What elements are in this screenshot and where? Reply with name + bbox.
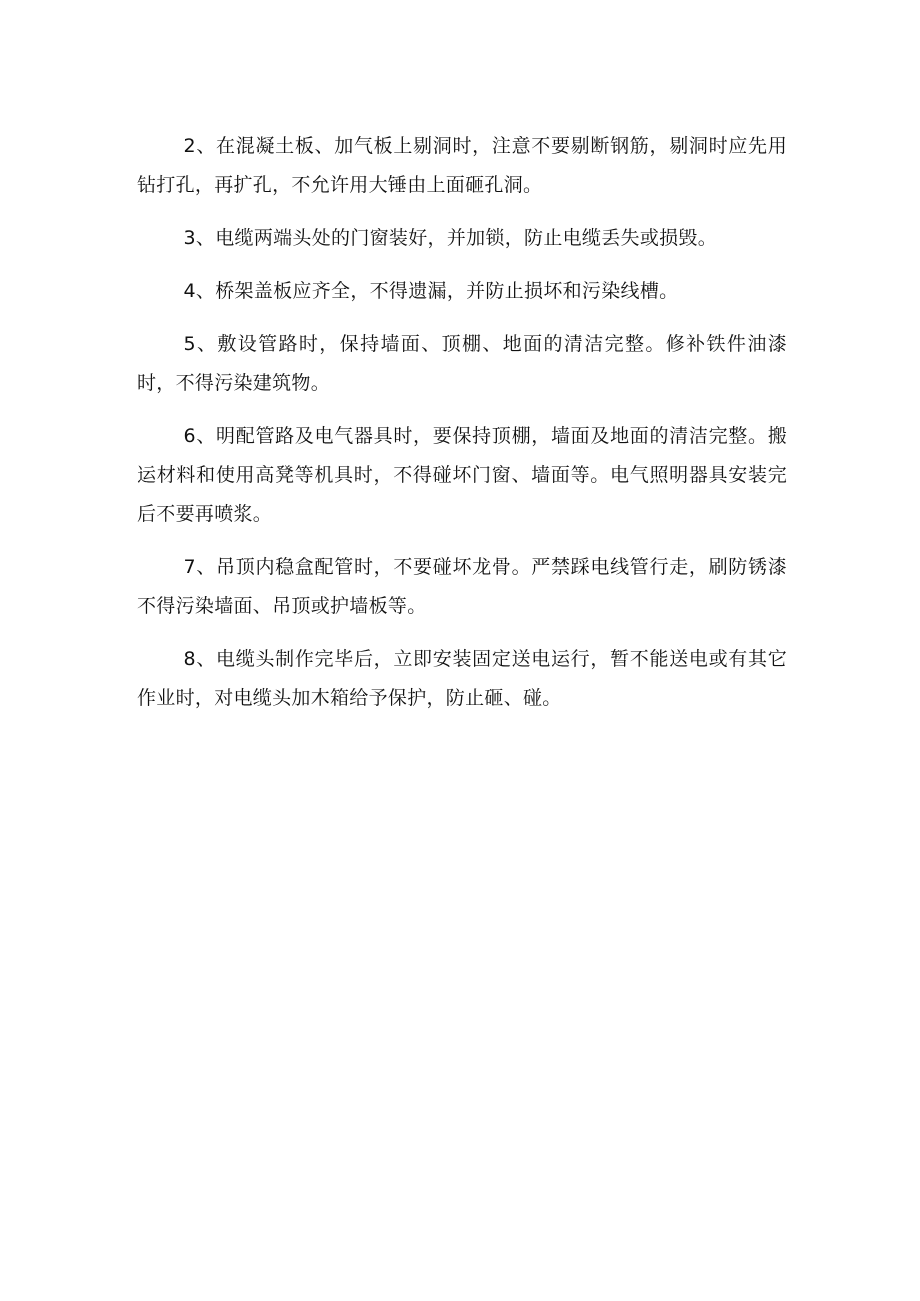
document-body xyxy=(137,127,787,732)
paragraph-item-4: 4、桥架盖板应齐全，不得遗漏，并防止损坏和污染线槽。 xyxy=(183,280,679,302)
paragraph-item-3: 3、电缆两端头处的门窗装好，并加锁，防止电缆丢失或损毁。 xyxy=(183,227,718,249)
paragraph-item-8: 8、电缆头制作完毕后，立即安装固定送电运行，暂不能送电或有其它作业时，对电缆头加木箱给予保护，防止砸、碰。 xyxy=(137,648,787,709)
paragraph-item-5: 5、敷设管路时，保持墙面、顶棚、地面的清洁完整。修补铁件油漆时，不得污染建筑物。 xyxy=(137,333,787,394)
paragraph-item-2: 2、在混凝土板、加气板上剔洞时，注意不要剔断钢筋，剔洞时应先用钻打孔，再扩孔，不允许用大锤由上面砸孔洞。 xyxy=(137,135,787,196)
paragraph-item-7: 7、吊顶内稳盒配管时，不要碰坏龙骨。严禁踩电线管行走，刷防锈漆不得污染墙面、吊顶或护墙板等。 xyxy=(137,556,787,617)
paragraph-item-6: 6、明配管路及电气器具时，要保持顶棚，墙面及地面的清洁完整。搬运材料和使用高凳等机具时，不得碰坏门窗、墙面等。电气照明器具安装完后不要再喷浆。 xyxy=(137,425,787,525)
